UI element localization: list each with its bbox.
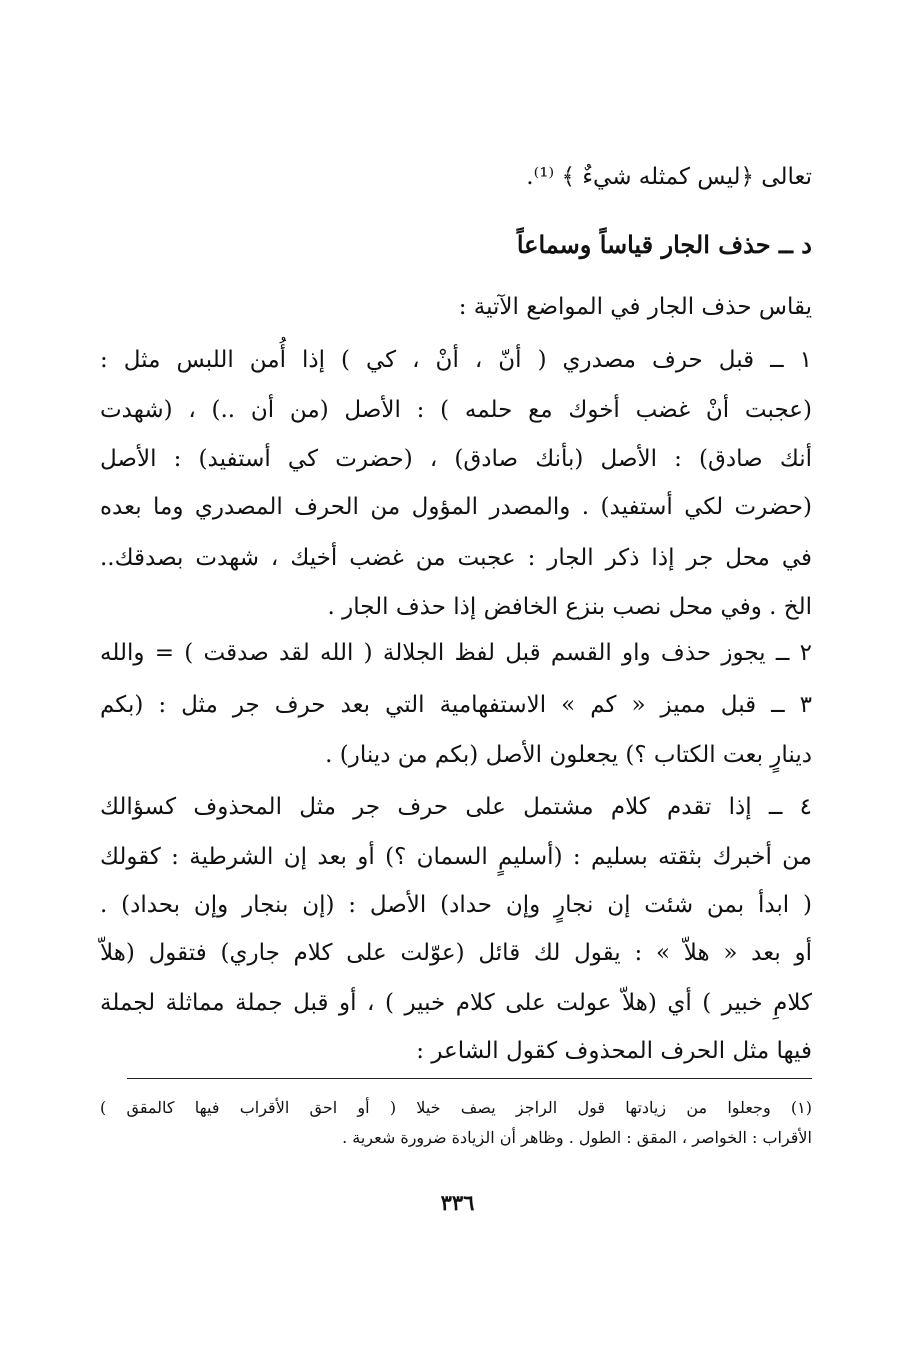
body-line: أنك صادق) : الأصل (بأنك صادق) ، (حضرت كي أستفيد) : الأصل bbox=[100, 446, 812, 472]
body-line: أو بعد « هلاّ » : يقول لك قائل (عوّلت على كلام جاري) فتقول (هلاّ bbox=[100, 940, 812, 966]
body-line: ٢ ــ يجوز حذف واو القسم قبل لفظ الجلالة ( الله لقد صدقت ) = والله bbox=[100, 640, 812, 666]
body-line: في محل جر إذا ذكر الجار : عجبت من غضب أخيك ، شهدت بصدقك.. bbox=[100, 545, 812, 571]
footnote-divider bbox=[127, 1078, 812, 1079]
body-line: دينارٍ بعت الكتاب ؟) يجعلون الأصل (بكم من دينار) . bbox=[325, 742, 812, 768]
body-line: (حضرت لكي أستفيد) . والمصدر المؤول من الحرف المصدري وما بعده bbox=[100, 494, 812, 520]
body-line: ٤ ــ إذا تقدم كلام مشتمل على حرف جر مثل المحذوف كسؤالك bbox=[100, 794, 812, 820]
verse-line: تعالى ﴿ليس كمثله شيءٌ ﴾ ⁽¹⁾. bbox=[526, 164, 812, 190]
intro-line: يقاس حذف الجار في المواضع الآتية : bbox=[458, 294, 812, 320]
body-line: من أخبرك بثقته بسليم : (أسليمٍ السمان ؟) أو بعد إن الشرطية : كقولك bbox=[100, 844, 812, 870]
footnote-line: (١) وجعلوا من زيادتها قول الراجز يصف خيلا ( أو احق الأقراب فيها كالمقق ) bbox=[100, 1098, 812, 1117]
body-line: (عجبت أنْ غضب أخوك مع حلمه ) : الأصل (من أن ..) ، (شهدت bbox=[100, 397, 812, 423]
section-heading: د ــ حذف الجار قياساً وسماعاً bbox=[516, 230, 812, 259]
body-line: فيها مثل الحرف المحذوف كقول الشاعر : bbox=[416, 1038, 812, 1064]
footnote-line: الأقراب : الخواصر ، المقق : الطول . وظاهر أن الزيادة ضرورة شعرية . bbox=[342, 1128, 812, 1147]
body-line: ٣ ــ قبل مميز « كم » الاستفهامية التي بعد حرف جر مثل : (بكم bbox=[100, 692, 812, 718]
body-line: ١ ــ قبل حرف مصدري ( أنّ ، أنْ ، كي ) إذا أُمن اللبس مثل : bbox=[100, 347, 812, 373]
page-number: ٣٣٦ bbox=[440, 1190, 475, 1215]
body-line: ( ابدأ بمن شئت إن نجارٍ وإن حداد) الأصل : (إن بنجار وإن بحداد) . bbox=[100, 892, 812, 918]
body-line: الخ . وفي محل نصب بنزع الخافض إذا حذف الجار . bbox=[327, 594, 812, 620]
body-line: كلامِ خبير ) أي (هلاّ عولت على كلام خبير ) ، أو قبل جملة مماثلة لجملة bbox=[100, 990, 812, 1016]
